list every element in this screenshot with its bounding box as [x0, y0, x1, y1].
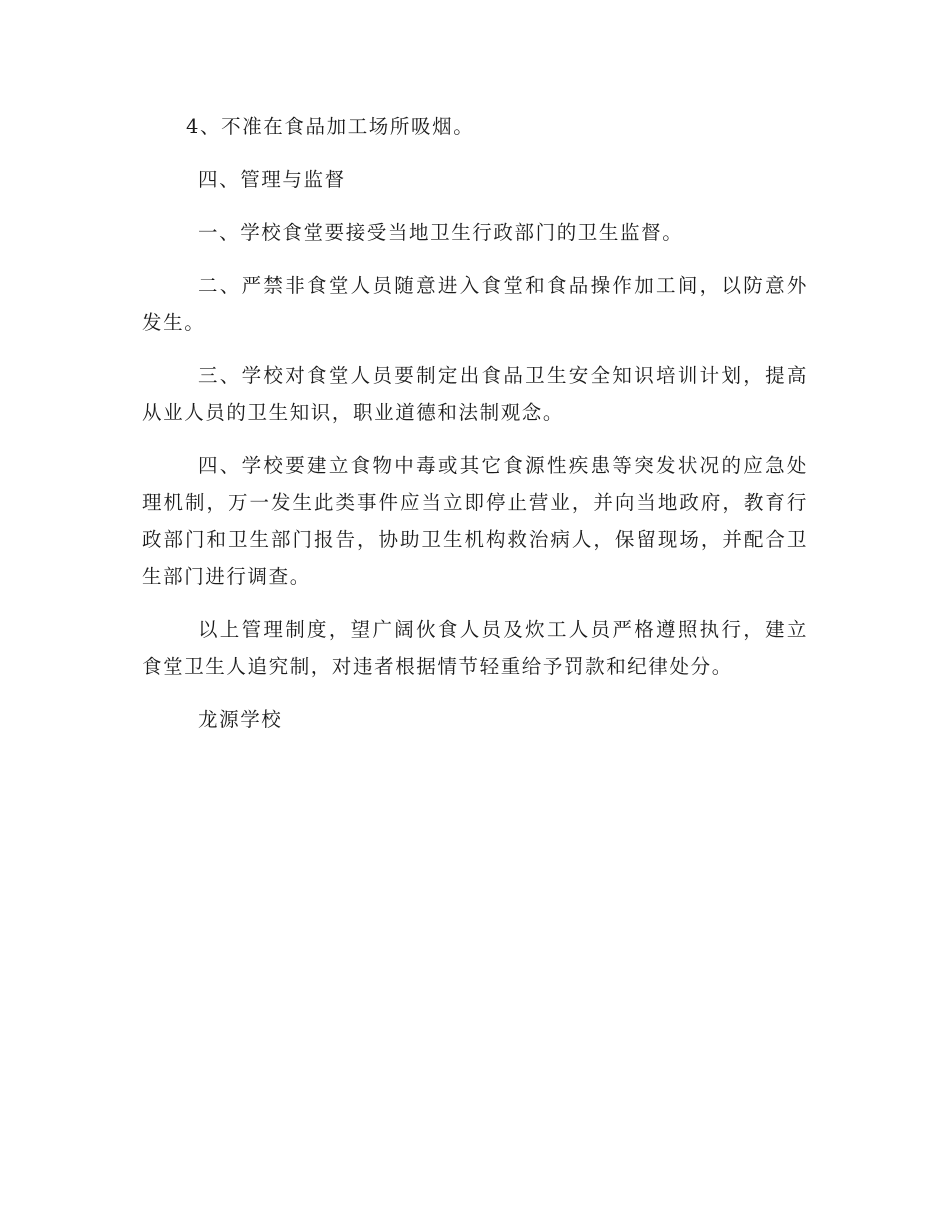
closing-paragraph: 以上管理制度，望广阔伙食人员及炊工人员严格遵照执行，建立食堂卫生人追究制，对违者根据情节轻重给予罚款和纪律处分。: [142, 618, 808, 678]
section-heading-management: 四、管理与监督: [198, 168, 346, 191]
rule-item-4: 4、不准在食品加工场所吸烟。: [186, 115, 475, 138]
clause-3-paragraph: 三、学校对食堂人员要制定出食品卫生安全知识培训计划，提高从业人员的卫生知识，职业道德和法制观念。: [142, 364, 808, 424]
signature-school-name: 龙源学校: [198, 708, 283, 731]
clause-1-paragraph: 一、学校食堂要接受当地卫生行政部门的卫生监督。: [198, 221, 684, 244]
document-body: [142, 108, 808, 754]
clause-2-paragraph: 二、严禁非食堂人员随意进入食堂和食品操作加工间，以防意外发生。: [142, 274, 808, 334]
clause-4-paragraph: 四、学校要建立食物中毒或其它食源性疾患等突发状况的应急处理机制，万一发生此类事件应当立即停止营业，并向当地政府，教育行政部门和卫生部门报告，协助卫生机构救治病人，保留现场，并配合卫生部门进行调查。: [142, 454, 808, 588]
